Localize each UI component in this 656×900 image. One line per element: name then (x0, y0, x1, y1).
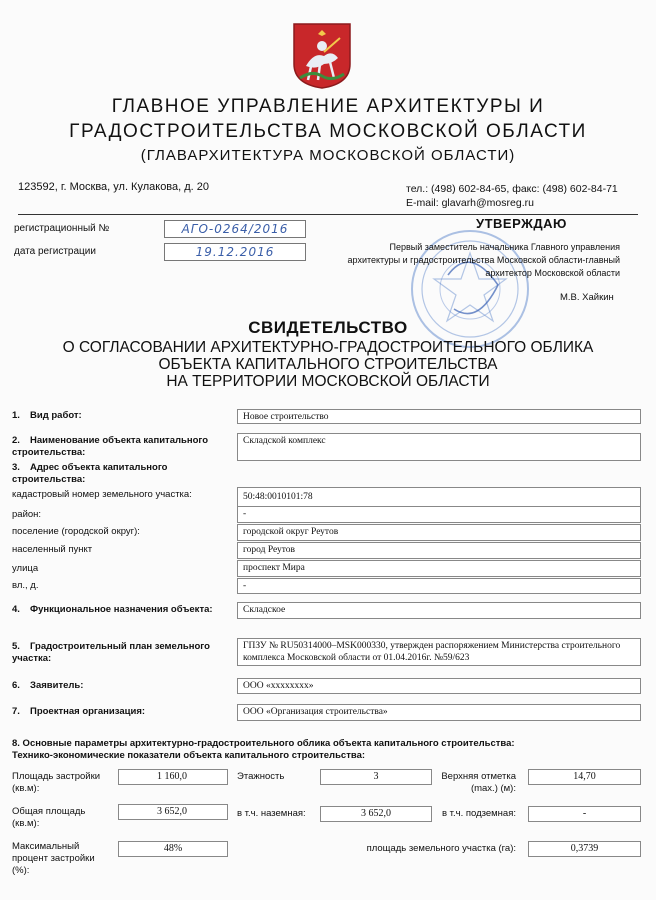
approval-title: УТВЕРЖДАЮ (476, 216, 567, 231)
org-name-line2: ГРАДОСТРОИТЕЛЬСТВА МОСКОВСКОЙ ОБЛАСТИ (69, 121, 587, 142)
reg-date-label: дата регистрации (14, 246, 96, 257)
building-value: - (237, 578, 641, 594)
land-area-value: 0,3739 (528, 841, 641, 857)
reg-number-label: регистрационный № (14, 223, 110, 234)
rayon-value: - (237, 506, 641, 523)
built-area-label: Площадь застройки (кв.м): (12, 771, 101, 794)
approval-signer: М.В. Хайкин (560, 292, 614, 303)
approval-text: Первый заместитель начальника Главного управления архитектуры и градостроительства Московской области-главный архитектор Московской области (347, 242, 620, 278)
cadastral-value: 50:48:0010101:78 (237, 487, 641, 507)
section-8-title: 8. Основные параметры архитектурно-градостроительного облика объекта капитального строительства: Технико-экономические показатели объекта капитального строительства: (12, 738, 515, 761)
document-subtitle-2: ОБЪЕКТА КАПИТАЛЬНОГО СТРОИТЕЛЬСТВА (158, 356, 498, 373)
top-mark-value: 14,70 (528, 769, 641, 785)
max-coverage-value: 48% (118, 841, 228, 857)
field-1-value: Новое строительство (237, 409, 641, 424)
cadastral-label: кадастровый номер земельного участка: (12, 489, 192, 500)
field-7-value: ООО «Организация строительства» (237, 704, 641, 721)
field-2-value: Складской комплекс (237, 433, 641, 461)
top-mark-label: Верхняя отметка (max.) (м): (441, 771, 516, 794)
street-label: улица (12, 563, 39, 574)
floors-value: 3 (320, 769, 432, 785)
field-1-label: 1. Вид работ: (12, 410, 82, 421)
settlement-label: поселение (городской округ): (12, 526, 140, 537)
field-2-label: 2. Наименование объекта капитального строительства: (12, 435, 209, 458)
locality-value: город Реутов (237, 542, 641, 559)
total-area-label: Общая площадь (кв.м): (12, 806, 86, 829)
field-5-value: ГПЗУ № RU50314000–MSK000330, утвержден распоряжением Министерства строительного комплекса Московской области от 01.04.2016г. №59/623 (237, 638, 641, 666)
field-4-value: Складское (237, 602, 641, 619)
rayon-label: район: (12, 509, 42, 520)
org-address: 123592, г. Москва, ул. Кулакова, д. 20 (18, 181, 210, 193)
document-subtitle-1: О СОГЛАСОВАНИИ АРХИТЕКТУРНО-ГРАДОСТРОИТЕЛЬНОГО ОБЛИКА (62, 339, 594, 356)
field-7-label: 7. Проектная организация: (12, 706, 146, 717)
settlement-value: городской округ Реутов (237, 524, 641, 541)
org-phone: тел.: (498) 602-84-65, факс: (498) 602-84-71 (406, 183, 618, 195)
reg-date-value: 19.12.2016 (164, 243, 306, 261)
floors-label: Этажность (237, 771, 285, 782)
header-divider (18, 214, 638, 215)
document-subtitle-3: НА ТЕРРИТОРИИ МОСКОВСКОЙ ОБЛАСТИ (166, 373, 490, 390)
locality-label: населенный пункт (12, 544, 93, 555)
coat-of-arms-icon (292, 22, 352, 90)
land-area-label: площадь земельного участка (га): (366, 843, 516, 854)
street-value: проспект Мира (237, 560, 641, 577)
reg-number-value: АГО-0264/2016 (164, 220, 306, 238)
field-3-label: 3. Адрес объекта капитального строительства: (12, 462, 168, 485)
field-4-label: 4. Функциональное назначения объекта: (12, 604, 213, 615)
org-email: E-mail: glavarh@mosreg.ru (406, 197, 534, 209)
org-name-line3: (ГЛАВАРХИТЕКТУРА МОСКОВСКОЙ ОБЛАСТИ) (140, 147, 516, 164)
org-name-line1: ГЛАВНОЕ УПРАВЛЕНИЕ АРХИТЕКТУРЫ И (111, 96, 545, 117)
above-ground-value: 3 652,0 (320, 806, 432, 822)
built-area-value: 1 160,0 (118, 769, 228, 785)
field-6-label: 6. Заявитель: (12, 680, 84, 691)
above-ground-label: в т.ч. наземная: (237, 808, 306, 819)
field-6-value: ООО «хххххххх» (237, 678, 641, 694)
field-5-label: 5. Градостроительный план земельного участка: (12, 641, 210, 664)
total-area-value: 3 652,0 (118, 804, 228, 820)
max-coverage-label: Максимальный процент застройки (%): (12, 841, 95, 876)
underground-value: - (528, 806, 641, 822)
document-title: СВИДЕТЕЛЬСТВО (248, 318, 408, 337)
underground-label: в т.ч. подземная: (442, 808, 516, 819)
building-label: вл., д. (12, 580, 39, 591)
